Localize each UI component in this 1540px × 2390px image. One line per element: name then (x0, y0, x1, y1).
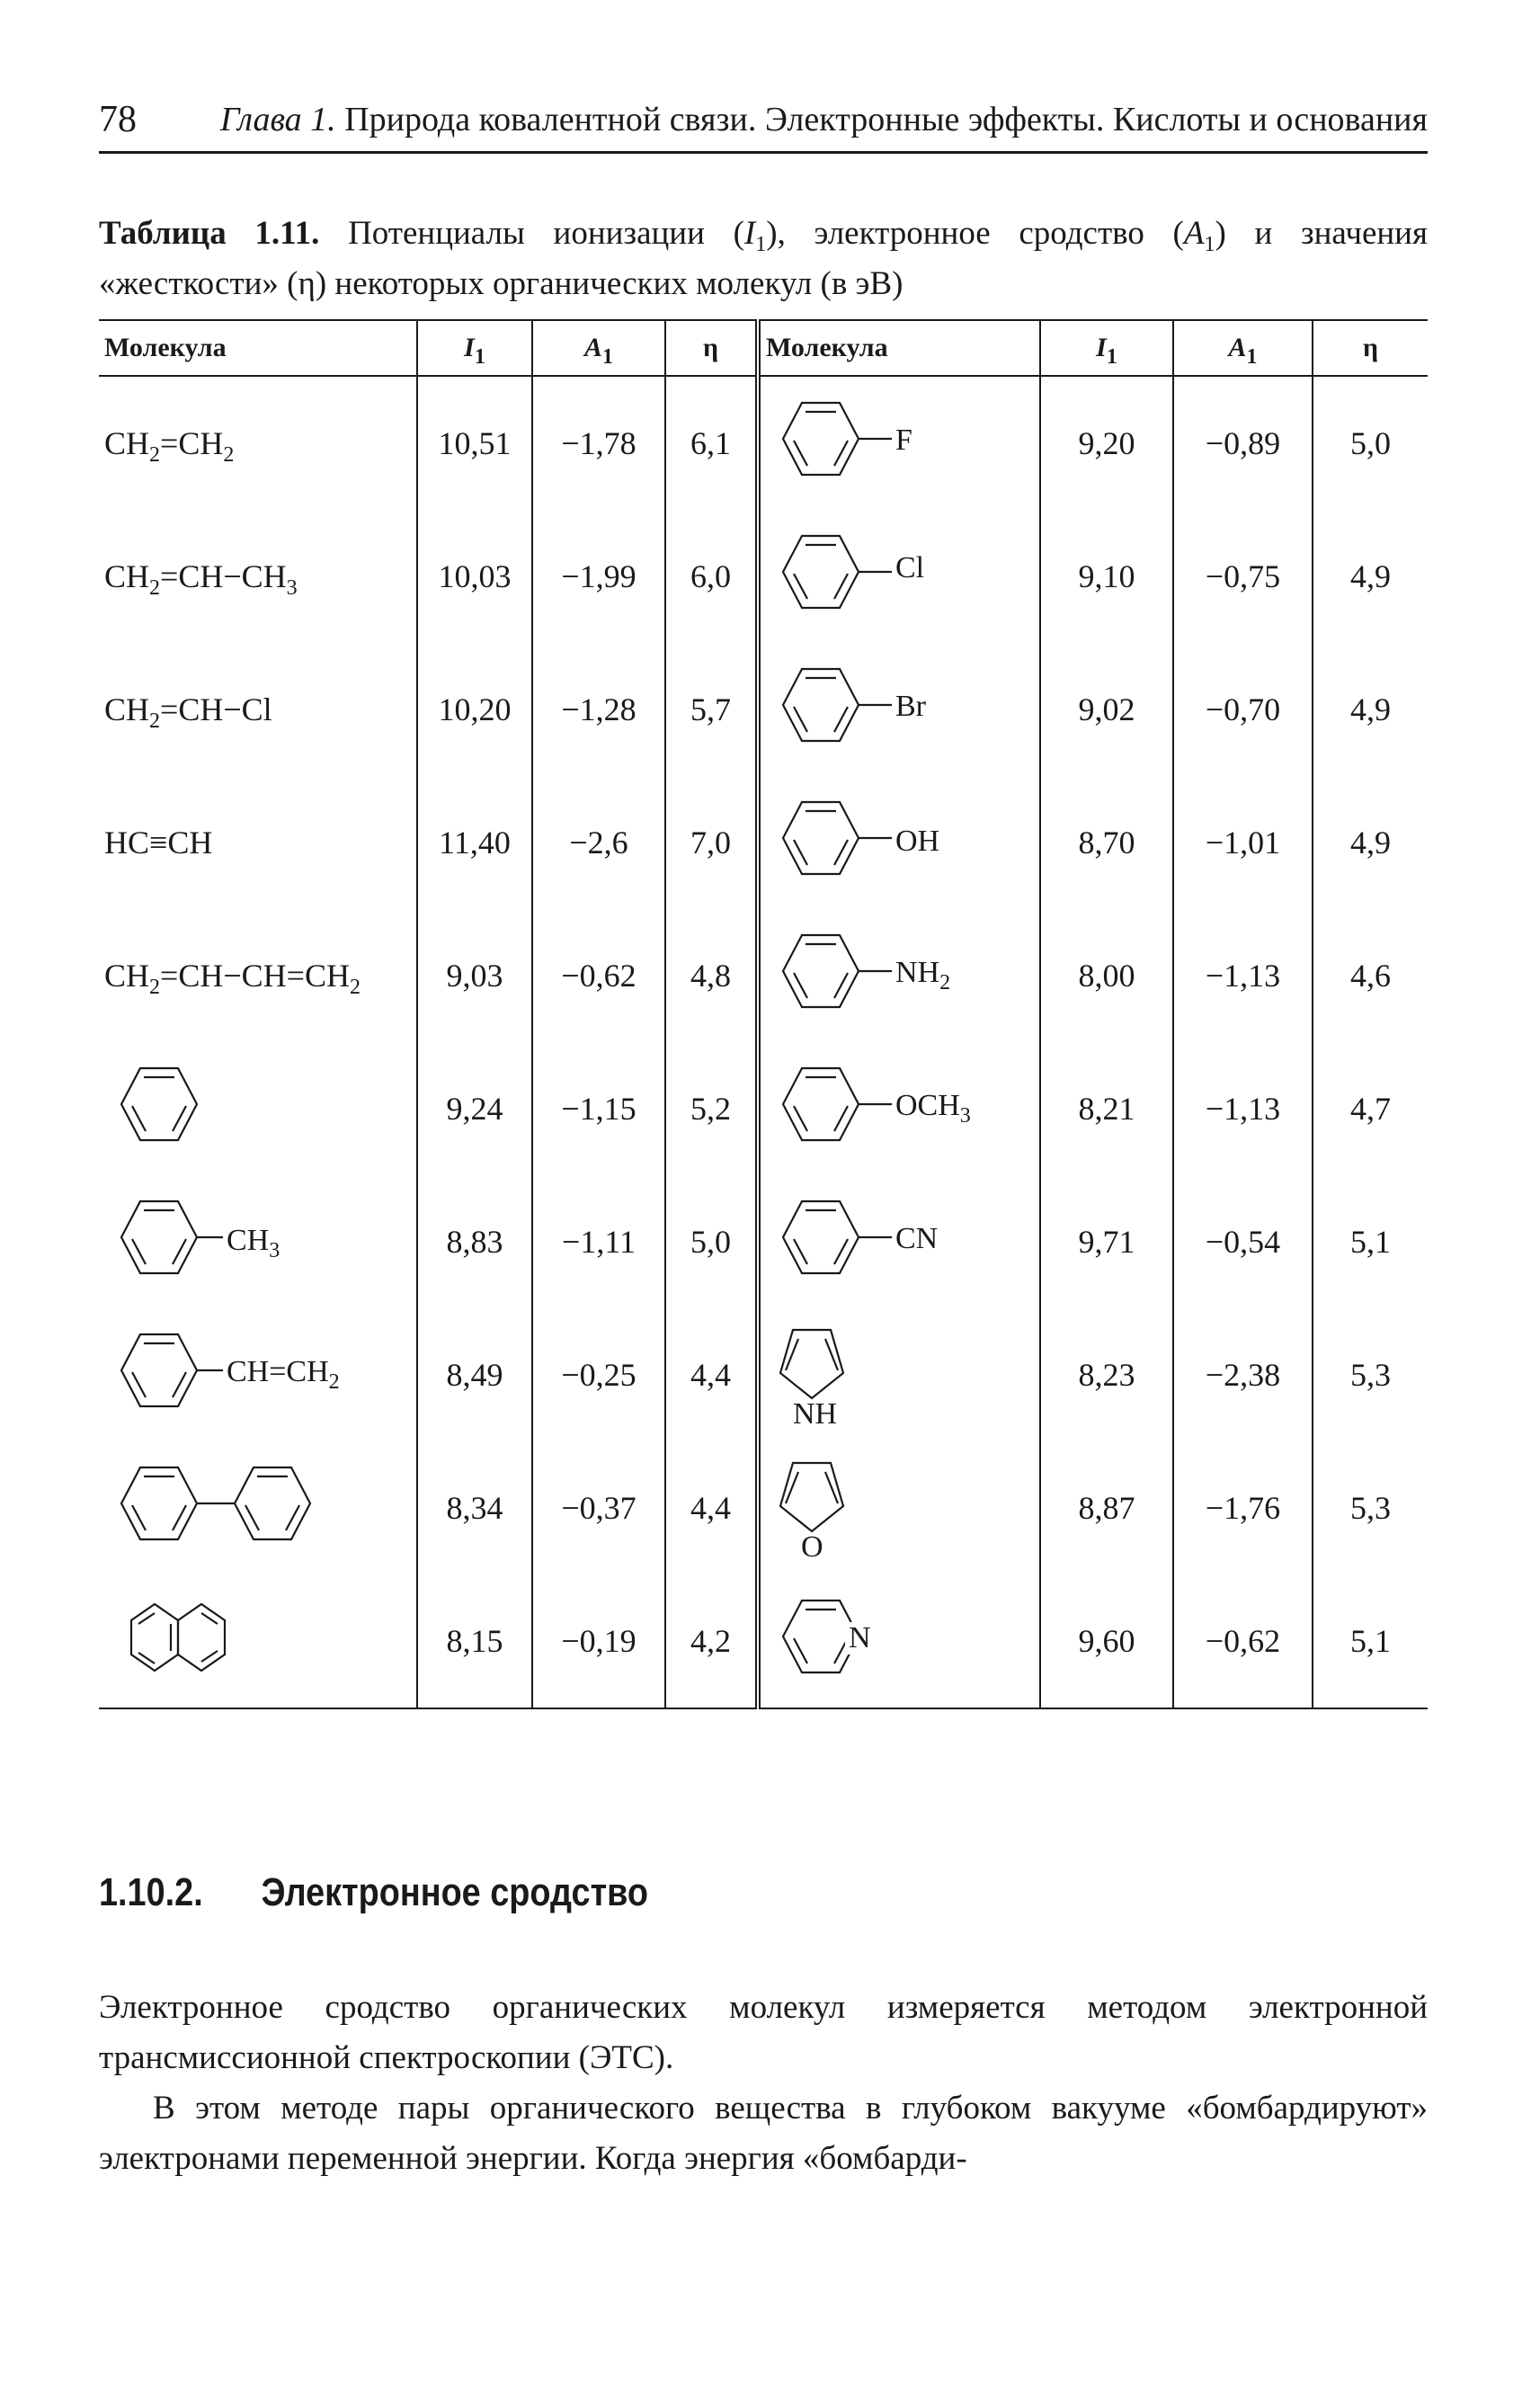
table-row (99, 776, 1428, 909)
i1-value: 10,51 (417, 376, 532, 510)
a1-value: −1,76 (1173, 1441, 1313, 1574)
substituent-label: $CH_3$ (227, 1224, 280, 1262)
a1-value: −1,13 (1173, 1042, 1313, 1175)
molecule-styrene (99, 1308, 417, 1441)
chapter-title: Природа ковалентной связи. Электронные эффекты. Кислоты и основания (344, 101, 1428, 138)
substituent-label: $NH_2$ (895, 956, 951, 994)
molecule-pyrrole (758, 1308, 1040, 1441)
i1-value: 8,49 (417, 1308, 532, 1441)
header-a1-right: $A_1$ (1173, 320, 1313, 376)
eta-value: 5,2 (665, 1042, 758, 1175)
header-molecule-right: Молекула (758, 320, 1040, 376)
running-head-text (220, 97, 1428, 142)
substituent-label: CN (895, 1222, 939, 1255)
header-eta-left: η (665, 320, 758, 376)
i1-value: 10,03 (417, 510, 532, 643)
i1-value: 8,21 (1040, 1042, 1173, 1175)
a1-value: −0,37 (532, 1441, 665, 1574)
substituent-label: $CH=CH_2$ (227, 1355, 340, 1394)
i1-value: 10,20 (417, 643, 532, 776)
molecule-naphthalene (99, 1574, 417, 1708)
heteroatom-label: N (849, 1621, 871, 1654)
table-row (99, 643, 1428, 776)
i1-value: 9,71 (1040, 1175, 1173, 1308)
i1-value: 8,70 (1040, 776, 1173, 909)
a1-value: −0,19 (532, 1574, 665, 1708)
a1-value: −1,28 (532, 643, 665, 776)
molecule-toluene (99, 1175, 417, 1308)
table-label: Таблица 1.11. (99, 215, 320, 252)
page-number: 78 (99, 99, 137, 140)
a1-value: −0,75 (1173, 510, 1313, 643)
molecule-anisole (758, 1042, 1040, 1175)
molecule-chlorobenzene (758, 510, 1040, 643)
a1-value: −1,99 (532, 510, 665, 643)
i1-value: 8,83 (417, 1175, 532, 1308)
a1-value: −2,38 (1173, 1308, 1313, 1441)
molecule-benzene (99, 1042, 417, 1175)
eta-value: 5,0 (665, 1175, 758, 1308)
table-row (99, 376, 1428, 510)
section-title: Электронное сродство (261, 1870, 649, 1914)
a1-value: −0,62 (532, 909, 665, 1042)
substituent-label: F (895, 424, 912, 457)
molecule-butadiene: $CH_2=CH-CH=CH_2$ (104, 958, 361, 999)
molecule-phenol (758, 776, 1040, 909)
substituent-label: OH (895, 825, 940, 858)
table-row (99, 909, 1428, 1042)
eta-value: 4,7 (1313, 1042, 1428, 1175)
molecule-acetylene: HC≡CH (104, 825, 213, 861)
eta-value: 5,3 (1313, 1441, 1428, 1574)
eta-value: 6,0 (665, 510, 758, 643)
i1-value: 9,60 (1040, 1574, 1173, 1708)
molecule-vinyl-chloride: $CH_2=CH-Cl$ (104, 691, 272, 733)
eta-value: 4,9 (1313, 510, 1428, 643)
i1-value: 9,02 (1040, 643, 1173, 776)
eta-value: 5,3 (1313, 1308, 1428, 1441)
i1-value: 9,10 (1040, 510, 1173, 643)
i1-value: 8,34 (417, 1441, 532, 1574)
a1-value: −0,70 (1173, 643, 1313, 776)
section-heading (99, 1866, 1242, 1920)
a1-value: −0,25 (532, 1308, 665, 1441)
molecule-bromobenzene (758, 643, 1040, 776)
table-row (99, 1441, 1428, 1574)
section-number: 1.10.2. (99, 1870, 203, 1914)
i1-value: 9,24 (417, 1042, 532, 1175)
molecule-aniline (758, 909, 1040, 1042)
i1-value: 9,20 (1040, 376, 1173, 510)
table-row (99, 1308, 1428, 1441)
header-i1-right: $I_1$ (1040, 320, 1173, 376)
header-eta-right: η (1313, 320, 1428, 376)
eta-value: 4,4 (665, 1441, 758, 1574)
substituent-label: Br (895, 690, 926, 723)
i1-value: 8,00 (1040, 909, 1173, 1042)
molecule-biphenyl (99, 1441, 417, 1574)
header-a1-left: $A_1$ (532, 320, 665, 376)
a1-value: −1,01 (1173, 776, 1313, 909)
body-text (99, 1983, 1428, 2184)
molecule-propene: $CH_2=CH-CH_3$ (104, 558, 298, 600)
a1-value: −1,78 (532, 376, 665, 510)
data-table (99, 319, 1428, 1709)
i1-value: 11,40 (417, 776, 532, 909)
heteroatom-label: NH (793, 1397, 838, 1429)
a1-value: −0,62 (1173, 1574, 1313, 1708)
substituent-label: $OCH_3$ (895, 1089, 971, 1128)
table-caption-text: Потенциалы ионизации $(I_1)$, электронное сродство $(A_1)$ и значения «жесткости» (η) некоторых органических молекул (в эВ) (99, 215, 1428, 302)
molecule-furan (758, 1441, 1040, 1574)
substituent-label: Cl (895, 551, 925, 584)
header-molecule-left: Молекула (99, 320, 417, 376)
heteroatom-label: O (801, 1530, 823, 1562)
paragraph: В этом методе пары органического вещества в глубоком вакууме «бомбардируют» электронами переменной энергии. Когда энергия «бомбарди- (99, 2090, 1428, 2177)
molecule-benzonitrile (758, 1175, 1040, 1308)
a1-value: −2,6 (532, 776, 665, 909)
eta-value: 5,1 (1313, 1175, 1428, 1308)
eta-value: 4,2 (665, 1574, 758, 1708)
eta-value: 4,9 (1313, 643, 1428, 776)
eta-value: 6,1 (665, 376, 758, 510)
table-caption (99, 209, 1428, 309)
eta-value: 4,8 (665, 909, 758, 1042)
i1-value: 8,23 (1040, 1308, 1173, 1441)
a1-value: −0,54 (1173, 1175, 1313, 1308)
table-header-row (99, 320, 1428, 376)
chapter-label: Глава 1. (219, 101, 336, 138)
i1-value: 9,03 (417, 909, 532, 1042)
molecule-pyridine (758, 1574, 1040, 1708)
header-i1-left: $I_1$ (417, 320, 532, 376)
molecule-ethylene: $CH_2=CH_2$ (104, 425, 235, 467)
eta-value: 4,6 (1313, 909, 1428, 1042)
a1-value: −0,89 (1173, 376, 1313, 510)
table-row (99, 510, 1428, 643)
eta-value: 4,9 (1313, 776, 1428, 909)
eta-value: 7,0 (665, 776, 758, 909)
molecule-fluorobenzene (758, 376, 1040, 510)
table-row (99, 1574, 1428, 1708)
eta-value: 5,0 (1313, 376, 1428, 510)
eta-value: 4,4 (665, 1308, 758, 1441)
i1-value: 8,87 (1040, 1441, 1173, 1574)
a1-value: −1,11 (532, 1175, 665, 1308)
a1-value: −1,13 (1173, 909, 1313, 1042)
a1-value: −1,15 (532, 1042, 665, 1175)
eta-value: 5,7 (665, 643, 758, 776)
i1-value: 8,15 (417, 1574, 532, 1708)
running-head (99, 97, 1428, 154)
eta-value: 5,1 (1313, 1574, 1428, 1708)
table-row (99, 1175, 1428, 1308)
paragraph: Электронное сродство органических молекул измеряется методом электронной трансмиссионной спектроскопии (ЭТС). (99, 1989, 1428, 2076)
table-row (99, 1042, 1428, 1175)
